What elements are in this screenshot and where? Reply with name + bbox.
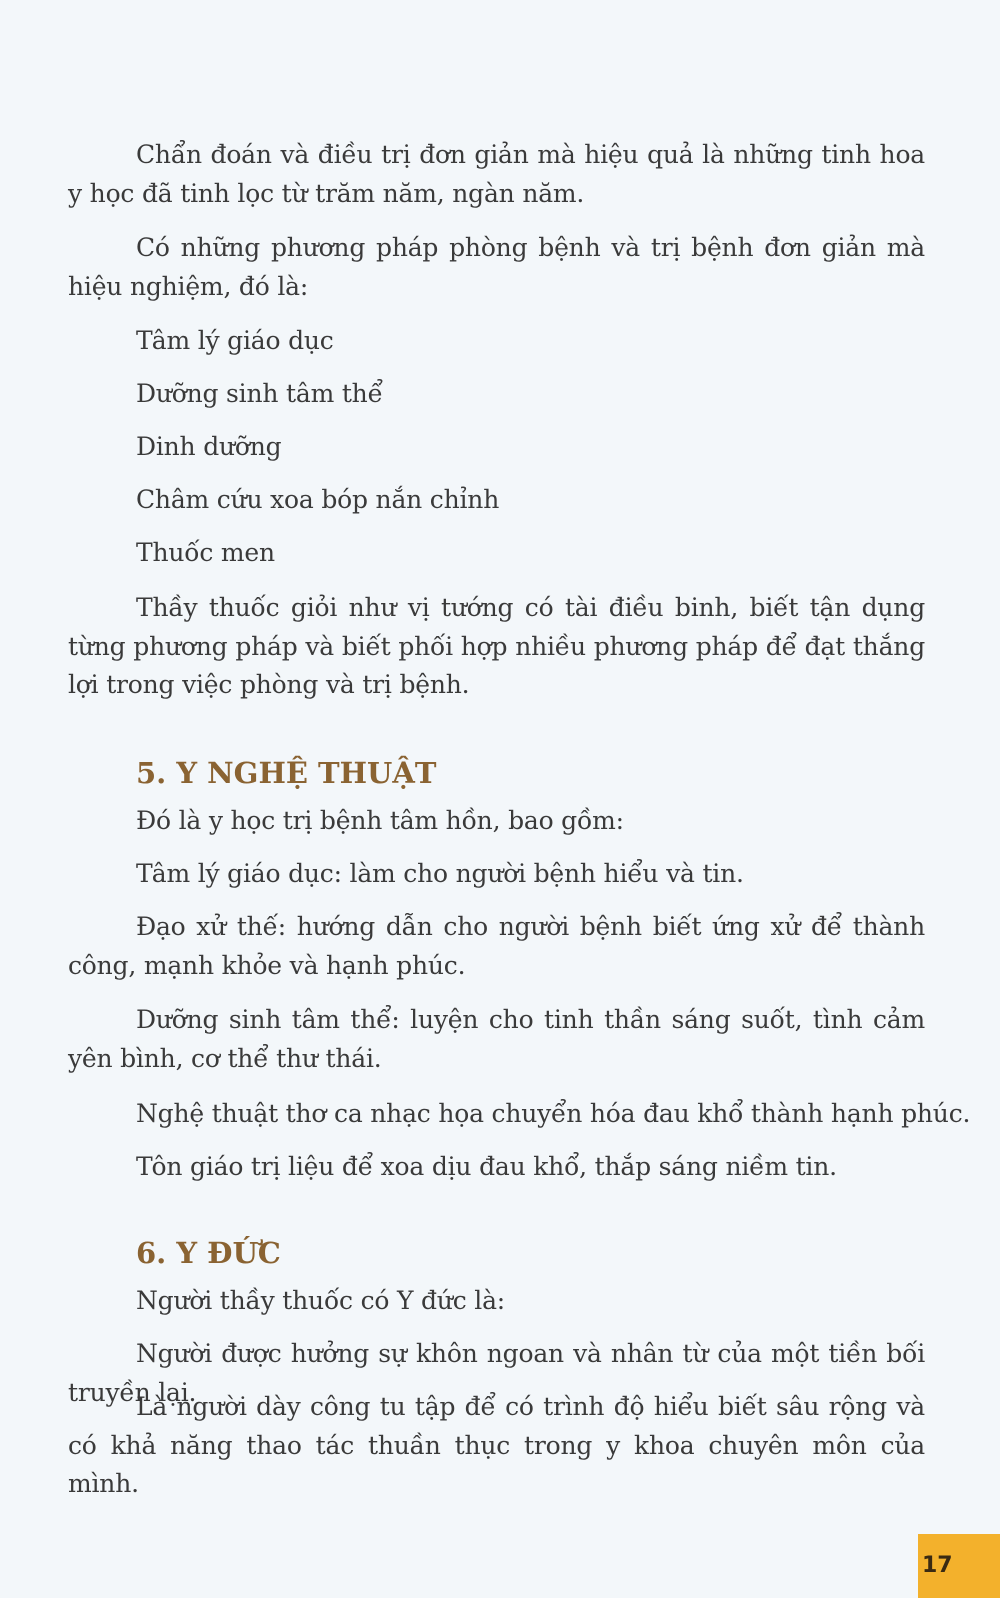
page-number: 17 [922,1553,953,1578]
method-item: Châm cứu xoa bóp nắn chỉnh [136,485,500,514]
method-item: Thuốc men [136,538,275,567]
method-item: Dinh dưỡng [136,432,282,461]
paragraph-good-doctor: Thầy thuốc giỏi như vị tướng có tài điều binh, biết tận dụng từng phương pháp và biết phối hợp nhiều phương pháp để đạt thắng lợi trong việc phòng và trị bệnh. [68,593,925,699]
list-item: Là người dày công tu tập để có trình độ hiểu biết sâu rộng và có khả năng thao tác thuần thục trong y khoa chuyên môn của mình. [68,1392,925,1498]
section-heading-y-nghe-thuat: 5. Y NGHỆ THUẬT [136,756,437,790]
list-item: Tôn giáo trị liệu để xoa dịu đau khổ, thắp sáng niềm tin. [136,1152,837,1181]
section-intro: Đó là y học trị bệnh tâm hồn, bao gồm: [136,806,624,835]
list-item: Tâm lý giáo dục: làm cho người bệnh hiểu và tin. [136,859,744,888]
list-item: Người được hưởng sự khôn ngoan và nhân từ của một tiền bối truyền lại. [68,1339,925,1407]
paragraph-diagnosis: Chẩn đoán và điều trị đơn giản mà hiệu quả là những tinh hoa y học đã tinh lọc từ trăm năm, ngàn năm. [68,140,925,208]
list-item: Đạo xử thế: hướng dẫn cho người bệnh biết ứng xử để thành công, mạnh khỏe và hạnh phúc. [68,912,925,980]
method-item: Tâm lý giáo dục [136,326,334,355]
section-heading-y-duc: 6. Y ĐỨC [136,1236,281,1270]
paragraph-methods-intro: Có những phương pháp phòng bệnh và trị bệnh đơn giản mà hiệu nghiệm, đó là: [68,233,925,301]
section-intro: Người thầy thuốc có Y đức là: [136,1286,506,1315]
method-item: Dưỡng sinh tâm thể [136,379,383,408]
list-item: Nghệ thuật thơ ca nhạc họa chuyển hóa đau khổ thành hạnh phúc. [136,1099,971,1128]
list-item: Dưỡng sinh tâm thể: luyện cho tinh thần sáng suốt, tình cảm yên bình, cơ thể thư thái. [68,1005,925,1073]
